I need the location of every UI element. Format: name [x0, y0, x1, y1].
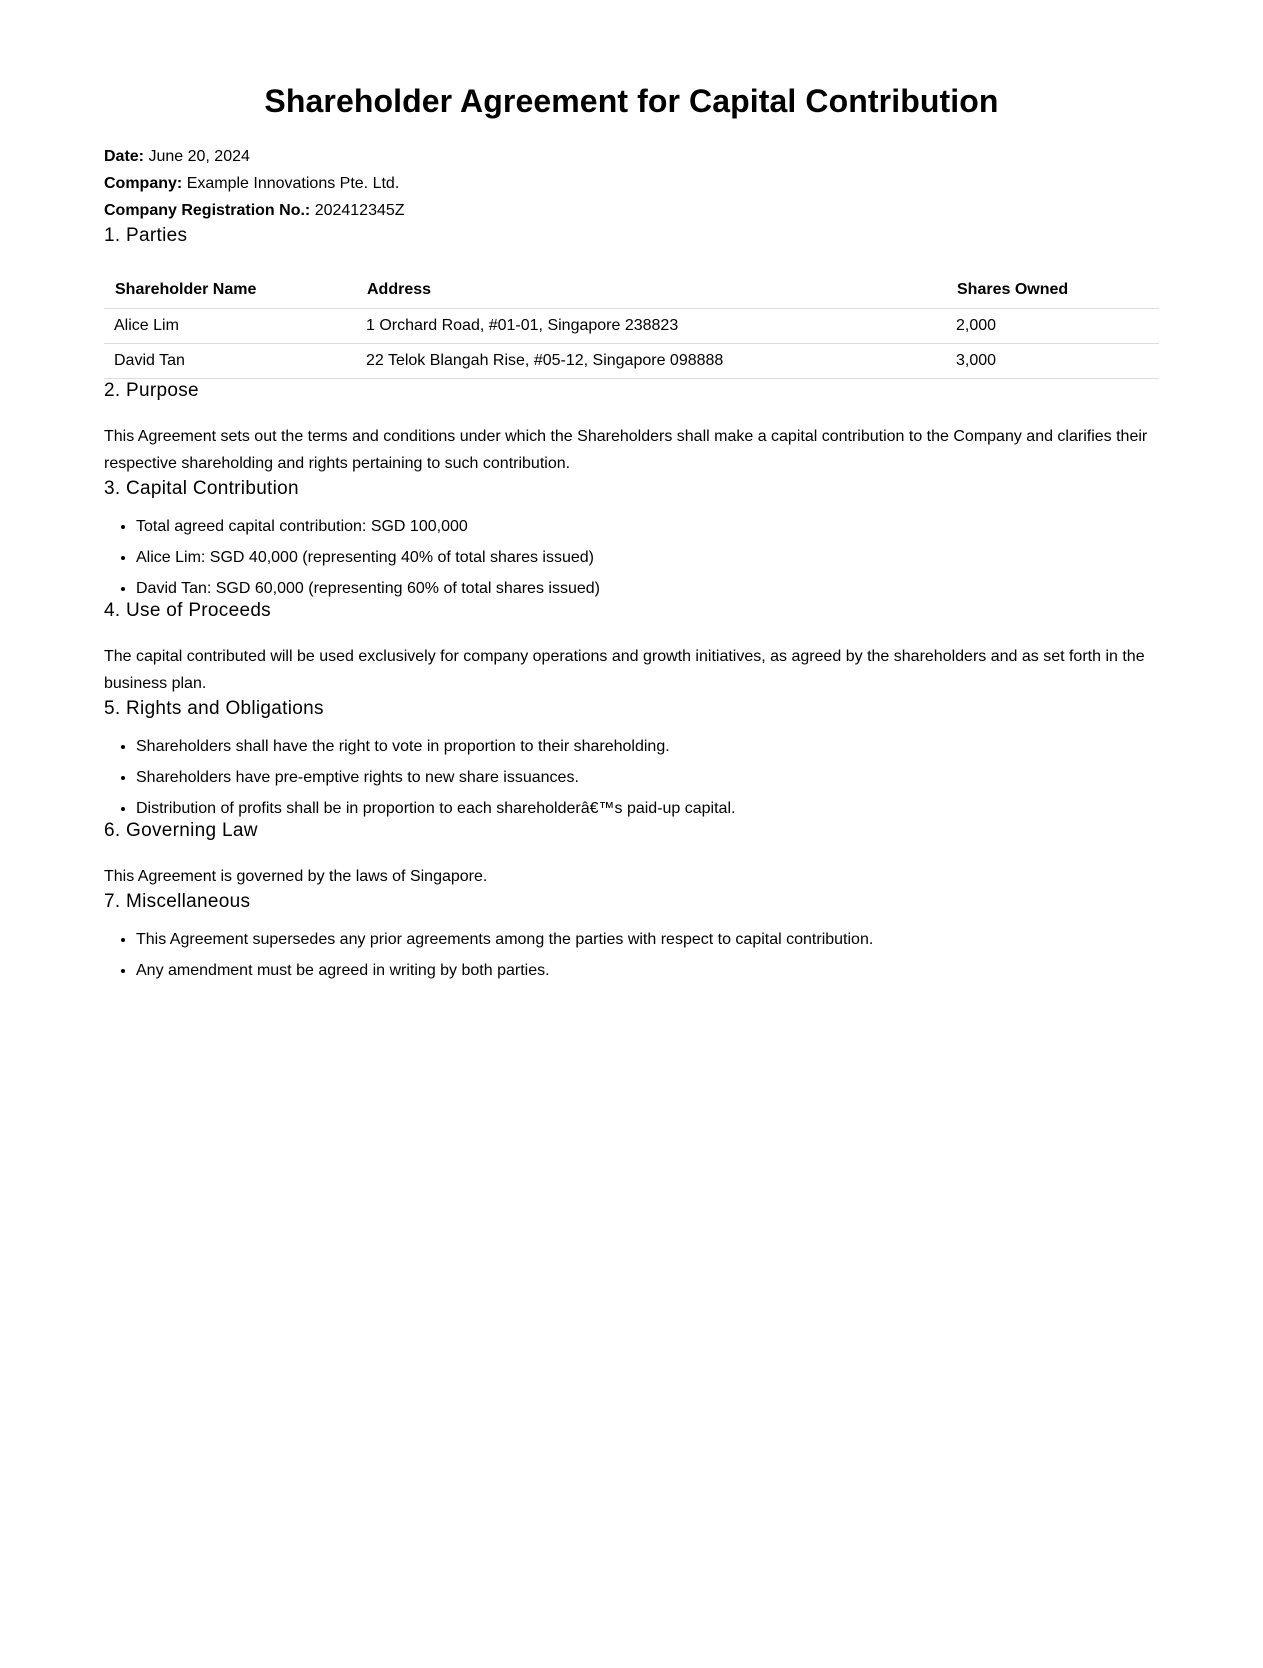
meta-date-label: Date: [104, 148, 145, 165]
list-item: • This Agreement supersedes any prior agreements among the parties with respect to capital contribution. [136, 930, 1159, 950]
section-heading-purpose: 2. Purpose [104, 380, 199, 401]
list-item: • Distribution of profits shall be in proportion to each shareholderâ€™s paid-up capital. [136, 799, 1159, 819]
cell-address: 22 Telok Blangah Rise, #05-12, Singapore 098888 [356, 344, 946, 379]
proceeds-paragraph: The capital contributed will be used exclusively for company operations and growth initiatives, as agreed by the shareholders and as set forth in the business plan. [104, 648, 1145, 692]
meta-date-value: June 20, 2024 [148, 148, 250, 165]
meta-registration-value: 202412345Z [314, 202, 405, 219]
list-item: • Total agreed capital contribution: SGD 100,000 [136, 517, 1159, 537]
list-item: • Shareholders shall have the right to vote in proportion to their shareholding. [136, 737, 1159, 757]
cell-shares-owned: 2,000 [946, 309, 1159, 344]
meta-date [104, 143, 1159, 170]
rights-obligations-list [104, 737, 1159, 819]
column-header-address: Address [356, 272, 946, 309]
list-item: • Alice Lim: SGD 40,000 (representing 40% of total shares issued) [136, 548, 1159, 568]
section-heading-governing-law: 6. Governing Law [104, 820, 258, 841]
section-heading-parties: 1. Parties [104, 225, 188, 246]
list-item: • Any amendment must be agreed in writing by both parties. [136, 961, 1159, 981]
meta-registration [104, 197, 1159, 224]
meta-company [104, 170, 1159, 197]
capital-contribution-list [104, 517, 1159, 599]
governing-law-paragraph: This Agreement is governed by the laws of Singapore. [104, 868, 488, 885]
purpose-paragraph: This Agreement sets out the terms and conditions under which the Shareholders shall make a capital contribution to the Company and clarifies their respective shareholding and rights pertaining to such contribution. [104, 428, 1148, 472]
meta-company-value: Example Innovations Pte. Ltd. [186, 175, 400, 192]
document-title: Shareholder Agreement for Capital Contribution [264, 83, 999, 119]
section-heading-rights-obligations: 5. Rights and Obligations [104, 698, 324, 719]
meta-company-label: Company: [104, 175, 183, 192]
column-header-shareholder-name: Shareholder Name [104, 272, 356, 309]
cell-address: 1 Orchard Road, #01-01, Singapore 238823 [356, 309, 946, 344]
cell-shareholder-name: David Tan [104, 344, 356, 379]
list-item: • David Tan: SGD 60,000 (representing 60% of total shares issued) [136, 579, 1159, 599]
document-meta [104, 143, 1159, 224]
section-heading-miscellaneous: 7. Miscellaneous [104, 891, 251, 912]
table-row [104, 344, 1159, 379]
parties-table [104, 272, 1159, 379]
column-header-shares-owned: Shares Owned [946, 272, 1159, 309]
miscellaneous-list [104, 930, 1159, 981]
table-header-row [104, 272, 1159, 309]
list-item: • Shareholders have pre-emptive rights to new share issuances. [136, 768, 1159, 788]
section-heading-capital-contribution: 3. Capital Contribution [104, 478, 299, 499]
cell-shareholder-name: Alice Lim [104, 309, 356, 344]
section-heading-use-of-proceeds: 4. Use of Proceeds [104, 600, 271, 621]
cell-shares-owned: 3,000 [946, 344, 1159, 379]
meta-registration-label: Company Registration No.: [104, 202, 311, 219]
table-row [104, 309, 1159, 344]
